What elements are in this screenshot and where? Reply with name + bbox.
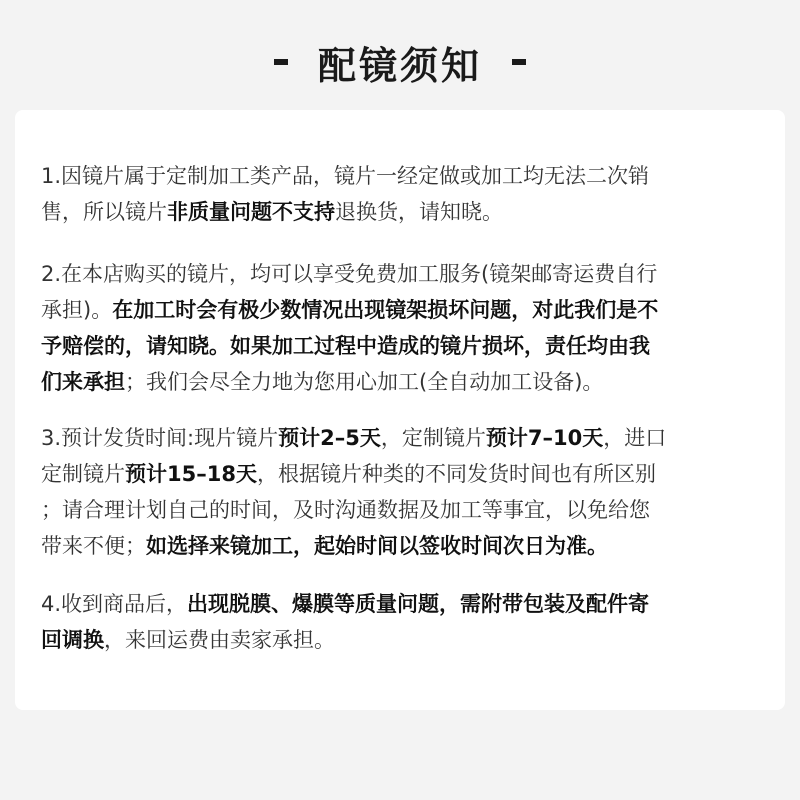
notice-text: 2.在本店购买的镜片，均可以享受免费加工服务(镜架邮寄运费自行 bbox=[41, 262, 658, 286]
notice-emphasis: 预计7–10天 bbox=[485, 426, 604, 450]
notice-line bbox=[41, 328, 761, 364]
notice-card bbox=[15, 110, 785, 710]
notice-item-4 bbox=[41, 586, 761, 658]
title-left-dash bbox=[274, 59, 288, 65]
notice-line bbox=[41, 492, 761, 528]
notice-item-3 bbox=[41, 420, 761, 564]
notice-emphasis: 在加工时会有极少数情况出现镜架损坏问题，对此我们是不 bbox=[112, 298, 659, 322]
notice-emphasis: 非质量问题不支持 bbox=[167, 200, 335, 224]
title-right-dash bbox=[512, 59, 526, 65]
notice-line bbox=[41, 292, 761, 328]
notice-text: ，进口 bbox=[603, 426, 667, 450]
notice-emphasis: 出现脱膜、爆膜等质量问题，需附带包装及配件寄 bbox=[187, 592, 650, 616]
notice-line bbox=[41, 420, 761, 456]
notice-emphasis: 予赔偿的，请知晓。如果加工过程中造成的镜片损坏，责任均由我 bbox=[41, 334, 650, 358]
notice-text: ；请合理计划自己的时间，及时沟通数据及加工等事宜，以免给您 bbox=[41, 498, 650, 522]
notice-item-1 bbox=[41, 158, 761, 230]
page-header bbox=[0, 30, 800, 94]
notice-item-2 bbox=[41, 256, 761, 400]
notice-text: ，根据镜片种类的不同发货时间也有所区别 bbox=[256, 462, 656, 486]
page-title: 配镜须知 bbox=[317, 43, 482, 88]
notice-line bbox=[41, 622, 761, 658]
notice-emphasis: 如选择来镜加工，起始时间以签收时间次日为准。 bbox=[146, 534, 608, 558]
notice-emphasis: 预计15–18天 bbox=[125, 462, 257, 486]
notice-text: 带来不便； bbox=[41, 534, 146, 558]
notice-emphasis: 预计2–5天 bbox=[278, 426, 381, 450]
notice-text: 3.预计发货时间:现片镜片 bbox=[41, 426, 279, 450]
notice-line bbox=[41, 158, 761, 194]
notice-text: 4.收到商品后， bbox=[41, 592, 188, 616]
notice-line bbox=[41, 194, 761, 230]
notice-text: 售，所以镜片 bbox=[41, 200, 167, 224]
notice-emphasis: 回调换 bbox=[41, 628, 104, 652]
notice-emphasis: 们来承担 bbox=[41, 370, 125, 394]
notice-text: ，来回运费由卖家承担。 bbox=[104, 628, 335, 652]
notice-text: ；我们会尽全力地为您用心加工(全自动加工设备)。 bbox=[125, 370, 604, 394]
notice-line bbox=[41, 528, 761, 564]
notice-line bbox=[41, 364, 761, 400]
notice-text: 1.因镜片属于定制加工类产品，镜片一经定做或加工均无法二次销 bbox=[41, 164, 650, 188]
notice-text: ，定制镜片 bbox=[380, 426, 486, 450]
notice-line bbox=[41, 586, 761, 622]
notice-line bbox=[41, 256, 761, 292]
notice-text: 退换货，请知晓。 bbox=[335, 200, 503, 224]
notice-text: 定制镜片 bbox=[41, 462, 125, 486]
notice-text: 承担)。 bbox=[41, 298, 113, 322]
notice-line bbox=[41, 456, 761, 492]
